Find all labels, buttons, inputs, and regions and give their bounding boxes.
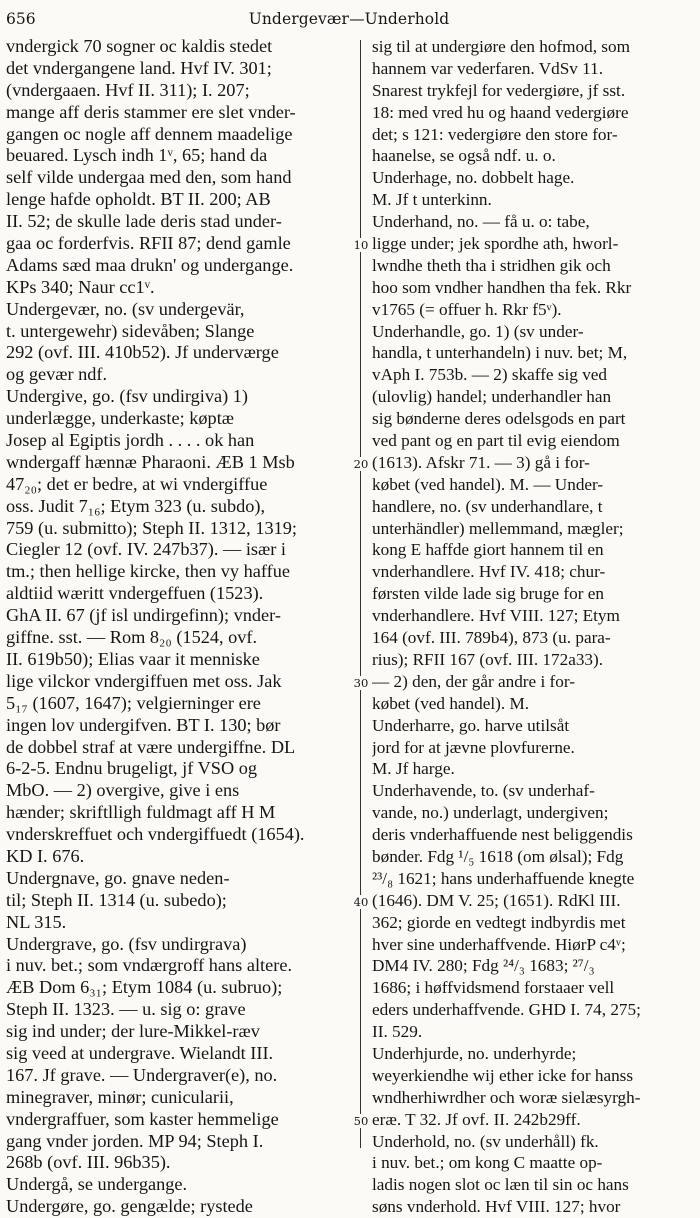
text-line: (vndergaaen. Hvf II. 311); I. 207; (6, 79, 250, 100)
text-line: giffne. sst. — Rom 8₂₀ (1524, ovf. (6, 627, 258, 648)
text-line: købet (ved handel). M. — Under- (372, 474, 604, 494)
text-line: tm.; then hellige kircke, then vy haffue (6, 561, 290, 582)
text-line: II. 619b50); Elias vaar it menniske (6, 648, 260, 669)
margin-number-20: 20 (351, 457, 371, 471)
text-line: lenge hafde opholdt. BT II. 200; AB (6, 189, 271, 210)
column-rule (360, 40, 361, 1148)
text-line: 167. Jf grave. — Undergraver(e), no. (6, 1064, 278, 1085)
text-line: aldtiid wæritt vndergeffuen (1523). (6, 583, 264, 604)
text-line: 362; giorde en vedtegt indbyrdis met (372, 912, 626, 932)
text-line: ÆB Dom 6₃₁; Etym 1084 (u. subruo); (6, 977, 283, 998)
text-line: 6-2-5. Endnu brugeligt, jf VSO og (6, 758, 258, 779)
text-line: de dobbel straf at være undergiffne. DL (6, 736, 296, 757)
text-line: minegraver, minør; cunicularii, (6, 1086, 234, 1107)
text-line: unterhändler) mellemmand, mægler; (372, 518, 624, 538)
margin-number-10: 10 (351, 238, 371, 252)
text-line: Underhage, no. dobbelt hage. (372, 168, 575, 188)
text-line: sig veed at undergrave. Wielandt III. (6, 1042, 274, 1063)
text-line: ligge under; jek spordhe ath, hworl- (372, 234, 619, 254)
text-line: Underharre, go. harve utilsåt (372, 715, 570, 735)
text-line: oss. Judit 7₁₆; Etym 323 (u. subdo), (6, 495, 266, 516)
text-line: vndergick 70 sogner oc kaldis stedet (6, 36, 273, 56)
text-line: beuared. Lysch indh 1ᵛ, 65; hand da (6, 145, 268, 166)
text-line: ladis nogen slot oc læn til sin oc hans (372, 1175, 629, 1195)
text-line: gangen oc nogle aff dennem maadelige (6, 123, 293, 144)
text-line: KPs 340; Naur cc1ᵛ. (6, 276, 155, 297)
text-line: Underhold, no. (sv underhåll) fk. (372, 1131, 599, 1151)
margin-number-50: 50 (351, 1114, 371, 1128)
text-line: vAph I. 753b. — 2) skaffe sig ved (372, 365, 608, 385)
text-line: v1765 (= offuer h. Rkr f5ᵛ). (372, 299, 562, 319)
text-line: det; s 121: vedergiøre den store for- (372, 124, 618, 144)
text-line: II. 529. (372, 1022, 423, 1042)
text-line: 47₂₀; det er bedre, at wi vndergiffue (6, 473, 268, 494)
text-line: handla, t unterhandeln) i nuv. bet; M, (372, 343, 628, 363)
running-header (6, 6, 692, 32)
text-line: 164 (ovf. III. 789b4), 873 (u. para- (372, 628, 611, 648)
text-line: 18: med vred hu og haand vedergiøre (372, 102, 629, 122)
text-line: vande, no.) underlagt, undergiven; (372, 803, 609, 823)
text-line: gaa oc forderfvis. RFII 87; dend gamle (6, 233, 291, 254)
text-line: lwndhe theth tha i stridhen gik och (372, 255, 611, 275)
text-line: Steph II. 1323. — u. sig o: grave (6, 999, 246, 1020)
text-line: Undergøre, go. gengælde; rystede (6, 1196, 253, 1217)
text-line: NL 315. (6, 911, 67, 932)
text-line: ²³/₈ 1621; hans underhaffuende knegte (372, 868, 635, 888)
left-column (6, 36, 348, 1218)
right-column (372, 36, 696, 1218)
text-line: Undergnave, go. gnave neden- (6, 867, 230, 888)
text-line: Undergevær, no. (sv undergevär, (6, 298, 245, 319)
text-line: førsten vilde lade sig bruge for en (372, 584, 604, 604)
text-line: wndergaff hænnæ Pharaoni. ÆB 1 Msb (6, 451, 295, 472)
text-line: M. Jf t unterkinn. (372, 190, 492, 210)
text-line: hver sine underhaffvende. HiørP c4ᵛ; (372, 934, 626, 954)
text-line: sig bønderne deres odelsgods en part (372, 409, 626, 429)
text-line: GhA II. 67 (jf isl undirgefinn); vnder- (6, 605, 281, 626)
text-line: Underhand, no. — få u. o: tabe, (372, 212, 590, 232)
text-line: 1686; i høffvidsmend forstaaer vell (372, 978, 615, 998)
text-line: og gevær ndf. (6, 364, 108, 385)
text-line: wndherhiwrdher och woræ sielæsyrgh- (372, 1087, 641, 1107)
text-line: købet (ved handel). M. (372, 693, 530, 713)
text-line: vnderskreffuet och vndergiffuedt (1654). (6, 824, 305, 845)
text-line: ved pant og en part til evig eiendom (372, 431, 620, 451)
margin-number-40: 40 (351, 895, 371, 909)
text-line: rius); RFII 167 (ovf. III. 172a33). (372, 649, 604, 669)
text-line: vnderhandlere. Hvf VIII. 127; Etym (372, 606, 620, 626)
text-line: (1646). DM V. 25; (1651). RdKl III. (372, 890, 621, 910)
text-line: underlægge, underkaste; køptæ (6, 408, 234, 429)
text-line: jord for at jævne plovfurerne. (372, 737, 575, 757)
text-line: 268b (ovf. III. 96b35). (6, 1152, 171, 1173)
text-line: Undergive, go. (fsv undirgiva) 1) (6, 386, 249, 407)
text-line: KD I. 676. (6, 845, 85, 866)
text-line: eders underhaffvende. GHD I. 74, 275; (372, 1000, 641, 1020)
margin-number-30: 30 (351, 676, 371, 690)
text-line: II. 52; de skulle lade deris stad under- (6, 211, 282, 232)
text-line: Ciegler 12 (ovf. IV. 247b37). — især i (6, 539, 286, 560)
text-line: søns vnderhold. Hvf VIII. 127; hvor (372, 1197, 621, 1217)
text-line: Underhavende, to. (sv underhaf- (372, 781, 595, 801)
text-line: det vndergangene land. Hvf IV. 301; (6, 57, 272, 78)
text-line: bønder. Fdg ¹/₅ 1618 (om ølsal); Fdg (372, 846, 624, 866)
text-line: hænder; skriftlligh fuldmagt aff H M (6, 802, 276, 823)
text-line: ingen lov undergifven. BT I. 130; bør (6, 714, 281, 735)
text-line: — 2) den, der går andre i for- (372, 671, 575, 691)
text-line: deris vnderhaffuende nest beliggendis (372, 825, 633, 845)
text-line: Josep al Egiptis jordh . . . . ok han (6, 430, 255, 451)
text-line: eræ. T 32. Jf ovf. II. 242b29ff. (372, 1109, 581, 1129)
text-line: kong E haffde giort hannem til en (372, 540, 604, 560)
text-line: haanelse, se også ndf. u. o. (372, 146, 556, 166)
text-line: weyerkiendhe wij ether icke for hanss (372, 1065, 634, 1085)
text-line: DM4 IV. 280; Fdg ²⁴/₃ 1683; ²⁷/₃ (372, 956, 595, 976)
running-title: Undergevær—Underhold (248, 10, 450, 28)
text-line: handlere, no. (sv underhandlare, t (372, 496, 603, 516)
text-line: (1613). Afskr 71. — 3) gå i for- (372, 452, 590, 472)
text-line: Underhandle, go. 1) (sv under- (372, 321, 584, 341)
text-line: i nuv. bet.; som vndærgroff hans altere. (6, 955, 293, 976)
text-line: hannem var vederfaren. VdSv 11. (372, 58, 603, 78)
text-line: Undergrave, go. (fsv undirgrava) (6, 933, 247, 954)
text-line: self vilde undergaa med den, som hand (6, 167, 292, 188)
text-line: Undergå, se undergange. (6, 1174, 188, 1195)
text-line: vndergraffuer, som kaster hemmelige (6, 1108, 279, 1129)
text-line: MbO. — 2) overgive, give i ens (6, 780, 240, 801)
text-line: t. untergewehr) sidevåben; Slange (6, 320, 255, 341)
text-line: (ulovlig) handel; underhandler han (372, 387, 612, 407)
text-line: lige vilckor vndergiffuen met oss. Jak (6, 670, 282, 691)
text-line: sig ind under; der lure-Mikkel-ræv (6, 1021, 260, 1042)
text-line: til; Steph II. 1314 (u. subedo); (6, 889, 227, 910)
text-line: Snarest trykfejl for vedergiøre, jf sst. (372, 80, 626, 100)
text-line: 759 (u. submitto); Steph II. 1312, 1319; (6, 517, 297, 538)
text-line: 292 (ovf. III. 410b52). Jf underværge (6, 342, 279, 363)
text-line: gang vnder jorden. MP 94; Steph I. (6, 1130, 264, 1151)
text-line: mange aff deris stammer ere slet vnder- (6, 101, 296, 122)
page-number: 656 (6, 10, 36, 28)
text-line: Adams sæd maa drukn' og undergange. (6, 254, 294, 275)
text-line: M. Jf harge. (372, 759, 455, 779)
text-line: 5₁₇ (1607, 1647); velgierninger ere (6, 692, 261, 713)
text-line: vnderhandlere. Hvf IV. 418; chur- (372, 562, 606, 582)
text-line: Underhjurde, no. underhyrde; (372, 1043, 577, 1063)
text-line: hoo som vndher handhen tha fek. Rkr (372, 277, 632, 297)
text-line: i nuv. bet.; om kong C maatte op- (372, 1153, 603, 1173)
text-line: sig til at undergiøre den hofmod, som (372, 37, 630, 56)
